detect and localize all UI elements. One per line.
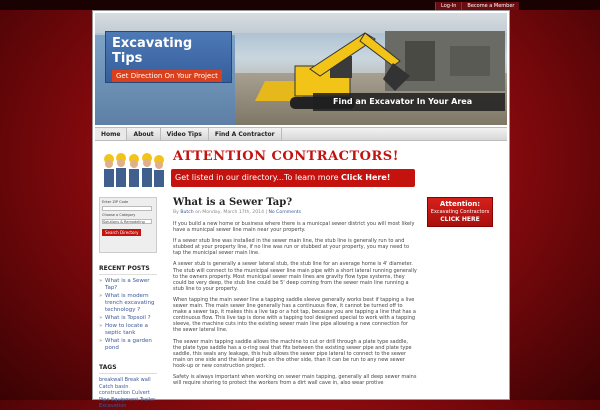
directory-search-box: Enter ZIP Code Choose a Category Solutions & Remodeling Search Directory bbox=[99, 197, 157, 253]
click-here-link[interactable]: Click Here! bbox=[341, 173, 391, 182]
post-content bbox=[173, 197, 417, 391]
tags-heading: TAGS bbox=[99, 364, 157, 374]
nav-home[interactable]: Home bbox=[95, 128, 127, 140]
become-member-link[interactable]: Become a Member bbox=[461, 2, 519, 10]
post-paragraph: When tapping the main sewer line a tapping saddle sleeve generally works best if tapping a live sewer main. The main sewer line generally has a continuous flow, it cannot be turned off to make a sewer tap, it makes this a live tap or a hot tap, because you are tapping a line that has a continuous flow. This live tap is done with a tapping tool designed special to work with a tapping sleeve, the machine cuts into the existing sewer main line pipe allowing a new connection for the sewer lateral line. bbox=[173, 296, 416, 334]
post-paragraph: If you build a new home or business where there is a municpal sewer district you will most likely have a municpal sewer line main near your property. bbox=[173, 221, 415, 234]
post-paragraph: If a sewer stub line was installed in the sewer main line, the stub line is generally run to and stubbed at your property line, if no line was run or stubbed at your property, you may need to tap the municipal sewer main line. bbox=[173, 238, 410, 257]
recent-post-link[interactable]: » What is modern trench excavating technology ? bbox=[99, 293, 157, 314]
login-link[interactable]: Log-In bbox=[435, 2, 461, 10]
recent-post-link[interactable]: » What is a garden pond bbox=[99, 338, 157, 352]
sidebar bbox=[99, 197, 157, 410]
find-excavator-banner[interactable]: Find an Excavator In Your Area bbox=[313, 93, 505, 111]
tag-cloud[interactable]: breakwall Break wall Catch basin construction Culvert Pipe Equipment Trailer Excavation bbox=[99, 377, 156, 409]
post-paragraph: A sewer stub is generally a sewer lateral stub, the stub line for an average home is 4' diameter. The stub will connect to the municipal sewer line main pipe with a short lateral running generally to the owners property. Most municipal sewer main lines are gravity flow type systems, they could be very deep, the stub line could be 5' deep coming from the sewer main line running a stub line to your property. bbox=[173, 261, 417, 292]
recent-post-link[interactable]: » What is Topsoil ? bbox=[99, 315, 157, 322]
post-meta: By Butch on Monday, March 17th, 2014 | No Comments bbox=[173, 210, 302, 215]
attention-heading: ATTENTION CONTRACTORS! bbox=[173, 149, 399, 164]
site-header bbox=[95, 13, 507, 125]
nav-video-tips[interactable]: Video Tips bbox=[161, 128, 209, 140]
author-link[interactable]: Butch bbox=[180, 210, 194, 215]
zip-input[interactable] bbox=[102, 206, 152, 211]
main-nav bbox=[95, 127, 507, 141]
directory-cta[interactable]: Get listed in our directory...To learn more Click Here! bbox=[171, 169, 415, 187]
site-title-box[interactable] bbox=[105, 31, 232, 83]
attention-contractors-banner[interactable] bbox=[101, 147, 411, 189]
site-subtitle: Get Direction On Your Project bbox=[112, 70, 222, 82]
contractor-ad-button[interactable]: Attention: Excavating Contractors CLICK HERE bbox=[427, 197, 493, 227]
recent-posts-heading: RECENT POSTS bbox=[99, 265, 157, 275]
site-title: Excavating Tips bbox=[112, 36, 193, 66]
workers-image bbox=[101, 151, 167, 187]
post-paragraph: The sewer main tapping saddle allows the machine to cut or drill through a plate type saddle, the plate type saddle has a o-ring seal that fits between the existing sewer pipe and plate type saddle, this seals any leakage, this hub allows the sewer pipe lateral to connect to the sewer main on one side and the lateral pipe on the other side, than it can be run to any new sewer hook-up or new construction project. bbox=[173, 338, 412, 369]
search-directory-button[interactable]: Search Directory bbox=[102, 229, 141, 236]
recent-post-link[interactable]: » What is a Sewer Tap? bbox=[99, 278, 157, 292]
nav-about[interactable]: About bbox=[127, 128, 160, 140]
nav-find-contractor[interactable]: Find A Contractor bbox=[209, 128, 282, 140]
recent-post-link[interactable]: » How to locate a septic tank bbox=[99, 323, 157, 337]
post-paragraph: Safety is always important when working on sewer main tapping, generally all deep sewer mains will require shoring to protect the workers from a dirt wall cave in, also wear protive bbox=[173, 373, 417, 387]
top-nav bbox=[435, 2, 519, 10]
comments-link[interactable]: No Comments bbox=[268, 210, 302, 215]
post-title[interactable]: What is a Sewer Tap? bbox=[173, 197, 293, 208]
category-select[interactable]: Solutions & Remodeling bbox=[102, 219, 152, 224]
page-container bbox=[92, 10, 510, 409]
recent-posts-list bbox=[99, 278, 157, 352]
post-body bbox=[173, 221, 417, 386]
